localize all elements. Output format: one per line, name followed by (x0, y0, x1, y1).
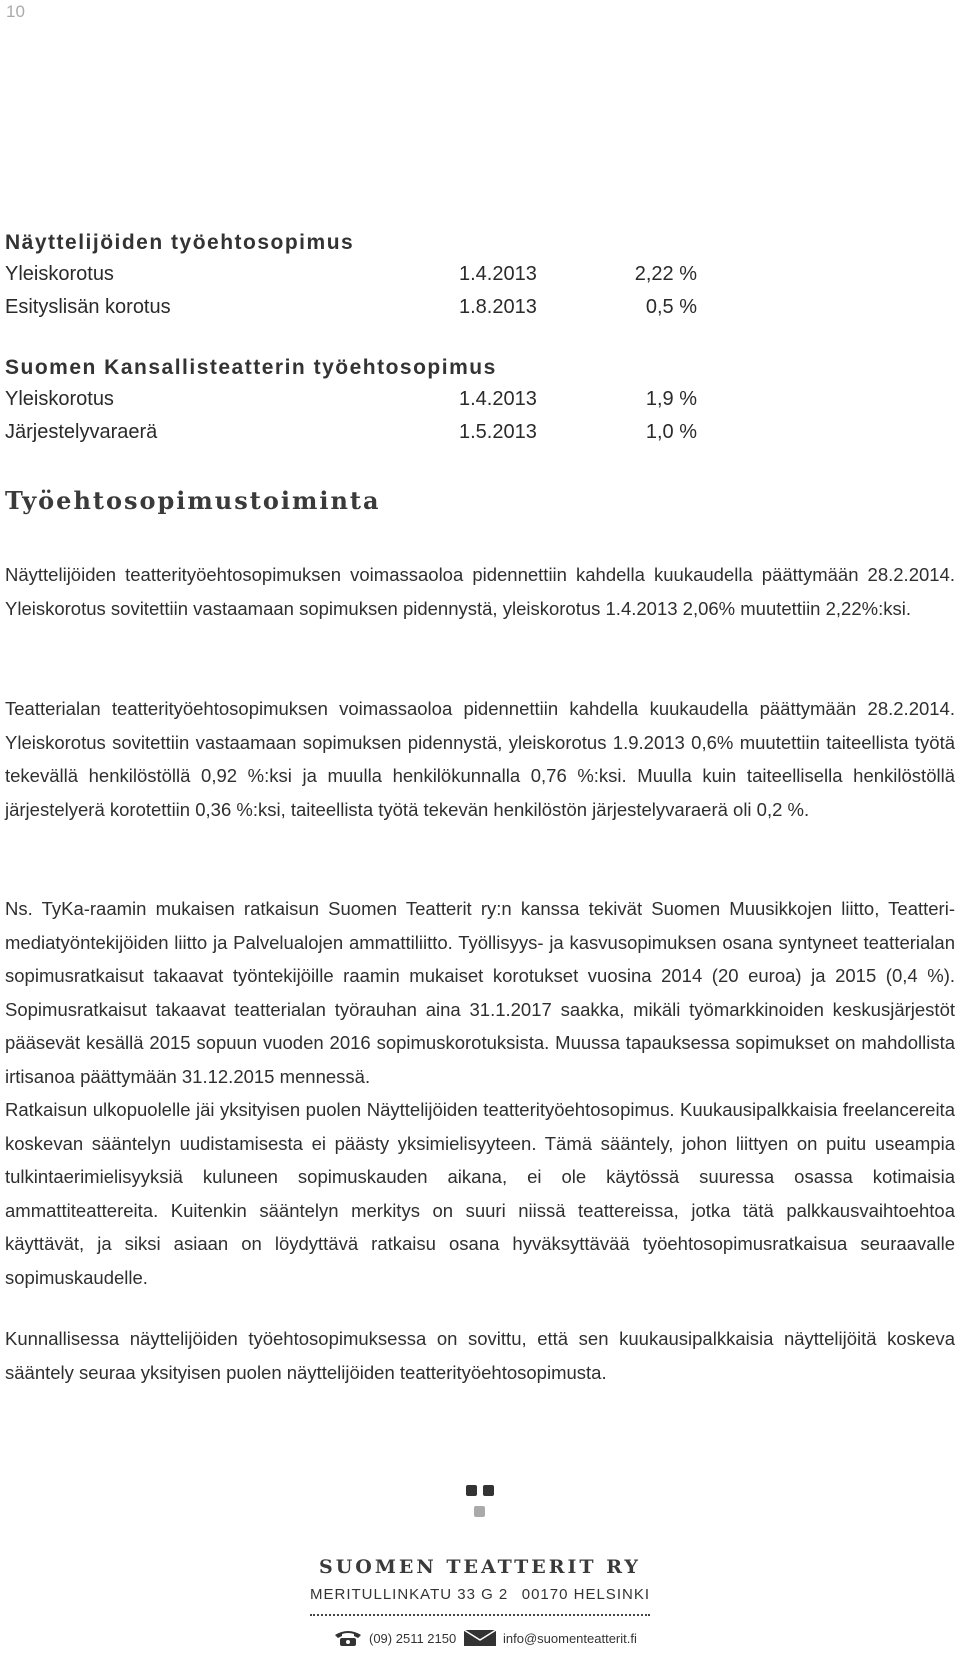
agreement-section-national-theatre (5, 353, 955, 449)
footer-street: MERITULLINKATU 33 G 2 (310, 1586, 509, 1603)
agreement-title: Näyttelijöiden työehtosopimus (5, 231, 355, 254)
footer-address (310, 1586, 650, 1603)
paragraph: Kunnallisessa näyttelijöiden työehtosopimuksessa on sovittu, että sen kuukausipalkkaisia näyttelijöitä koskeva sääntely seuraa yksityisen puolen näyttelijöiden teatterityöehtosopimusta. (5, 1328, 955, 1383)
mail-icon (463, 1629, 497, 1647)
paragraph: Teatterialan teatterityöehtosopimuksen voimassaoloa pidennettiin kahdella kuukaudella päättymään 28.2.2014. Yleiskorotus sovitettiin vastaamaan sopimuksen pidennystä, yleiskorotus 1.9.2013 0,6% muutettiin taiteellista työtä tekevällä henkilöstöllä 0,92 %:ksi ja muulla henkilökunnalla 0,76 %:ksi. Muulla kuin taiteellisella henkilöstöllä järjestelyerä korotettiin 0,36 %:ksi, taiteellista työtä tekevän henkilöstön järjestelyvaraerä oli 0,2 %. (5, 698, 955, 820)
agreement-section-actors (5, 228, 955, 324)
rate-date: 1.4.2013 (459, 263, 537, 285)
paragraph: Näyttelijöiden teatterityöehtosopimuksen voimassaoloa pidennettiin kahdella kuukaudella päättymään 28.2.2014. Yleiskorotus sovitettiin vastaamaan sopimuksen pidennystä, yleiskorotus 1.4.2013 2,06% muutettiin 2,22%:ksi. (5, 564, 955, 619)
rate-row (5, 416, 955, 449)
section-heading: Työehtosopimustoiminta (5, 486, 381, 515)
rate-value: 2,22 % (634, 263, 697, 285)
rate-label: Yleiskorotus (5, 388, 114, 410)
rate-date: 1.5.2013 (459, 421, 537, 443)
rate-value: 1,9 % (645, 388, 697, 410)
rate-row (5, 258, 955, 291)
rate-label: Esityslisän korotus (5, 296, 171, 318)
logo-icon (466, 1485, 496, 1520)
paragraph: Ns. TyKa-raamin mukaisen ratkaisun Suomen Teatterit ry:n kanssa tekivät Suomen Muusikkojen liitto, Teatteri- mediatyöntekijöiden liitto ja Palvelualojen ammattiliitto. Työllisyys- ja kasvusopimuksen osana syntyneet teatterialan sopimusratkaisut takaavat työntekijöille raamin mukaiset korotukset vuosina 2014 (20 euroa) ja 2015 (0,4 %). Sopimusratkaisut takaavat teatterialan työrauhan aina 31.1.2017 saakka, mikäli työmarkkinoiden keskusjärjestöt pääsevät kesällä 2015 sopuun vuoden 2016 sopimuskorotuksista. Muussa tapauksessa sopimukset on mahdollista irtisanoa päättymään 31.12.2015 mennessä. (5, 898, 955, 1087)
rate-label: Yleiskorotus (5, 263, 114, 285)
phone-icon (333, 1629, 363, 1647)
rate-date: 1.8.2013 (459, 296, 537, 318)
rate-row (5, 383, 955, 416)
rate-row (5, 291, 955, 324)
paragraph: Ratkaisun ulkopuolelle jäi yksityisen puolen Näyttelijöiden teatterityöehtosopimus. Kuukausipalkkaisia freelancereita koskevan sääntelyn uudistamisesta ei päästy yksimielisyyteen. Tämä sääntely, johon liittyen on puitu useampia tulkintaerimielisyyksiä kuluneen sopimuskauden aikana, ei ole käytössä suuressa osassa kotimaisia ammattiteattereita. Kuitenkin sääntelyn merkitys on suuri niissä teattereissa, jotka tätä palkkausvaihtoehtoa käyttävät, ja siksi asiaan on löydyttävä ratkaisu osana hyväksyttävää työehtosopimusratkaisua seuraavalle sopimuskaudelle. (5, 1099, 955, 1288)
footer-divider (310, 1614, 650, 1616)
rate-value: 1,0 % (645, 421, 697, 443)
footer-postal: 00170 HELSINKI (521, 1586, 650, 1603)
footer-email: info@suomenteatterit.fi (503, 1631, 637, 1646)
page-number: 10 (6, 2, 25, 21)
agreement-title: Suomen Kansallisteatterin työehtosopimus (5, 356, 497, 379)
rate-label: Järjestelyvaraerä (5, 421, 158, 443)
footer-phone: (09) 2511 2150 (369, 1631, 457, 1646)
rate-date: 1.4.2013 (459, 388, 537, 410)
rate-value: 0,5 % (645, 296, 697, 318)
footer-org-name: SUOMEN TEATTERIT RY (319, 1556, 641, 1578)
footer-contact (333, 1628, 663, 1650)
